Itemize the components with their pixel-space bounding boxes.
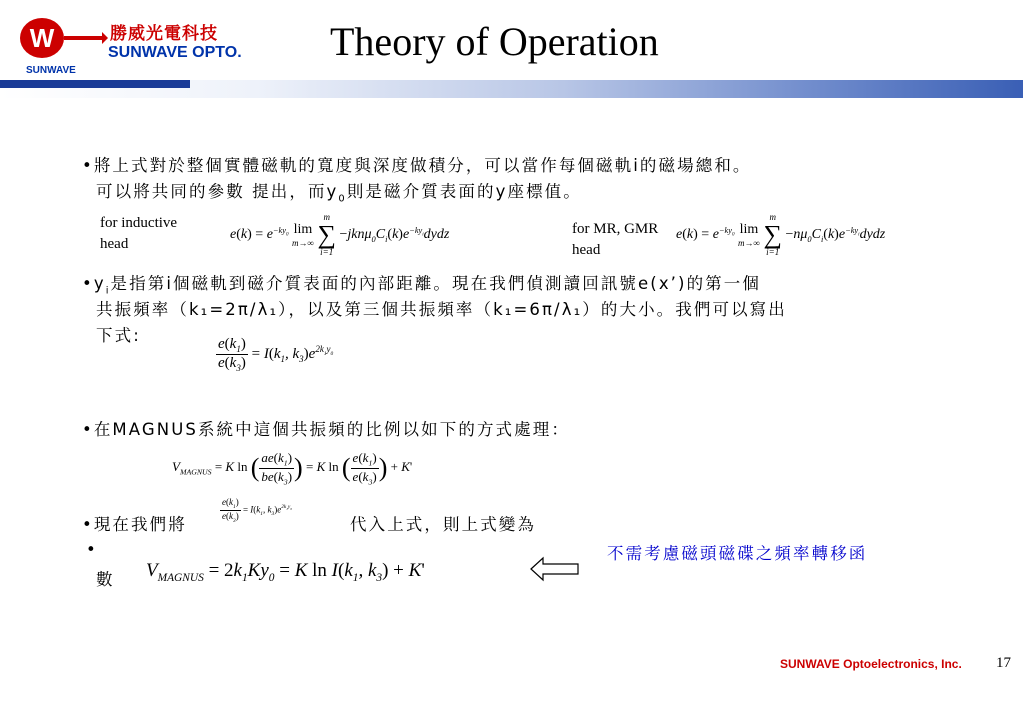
equation-inductive: $e(k) = e^{-ky_0}$ lim m→∞ m ∑ i=1 $-jkn\mu_0C_i(k)e^{-ky_i}dydz$ (230, 212, 450, 257)
equation-ratio: $\frac{e(k_1)}{e(k_3)}$ = $I(k_1$, $k_3)e^{2k_1y_0}$ (218, 336, 334, 373)
bullet-4-start: •現在我們將 (82, 515, 187, 534)
equation-mr: $e(k) = e^{-ky_0}$ lim m→∞ m ∑ i=1 $-n\mu_0C_i(k)e^{-ky_i}dydz$ (676, 212, 886, 257)
bullet-5-marker: • (86, 540, 98, 559)
logo-chinese-name: 勝威光電科技 (110, 24, 218, 44)
bullet-1-line-2: 可以將共同的參數 提出，而$y_0$則是磁介質表面的y座標值。 (96, 182, 582, 205)
equation-magnus: $V_{MAGNUS} = K$ ln ( $\frac{ae(k_1)}{be(k_3)}$ ) = K ln ( $\frac{e(k_1)}{e(k_3)}$ ) + K' (172, 450, 413, 487)
label-inductive-head: for inductive head (100, 215, 178, 252)
logo-english-name: SUNWAVE OPTO. (108, 44, 242, 61)
footer-company: SUNWAVE Optoelectronics, Inc. (780, 657, 962, 671)
logo-brand-text: SUNWAVE (26, 65, 76, 76)
slide-title: Theory of Operation (330, 19, 659, 64)
page-number: 17 (996, 655, 1011, 671)
bullet-2-line-2: 共振頻率（k₁=2π/λ₁），以及第三個共振頻率（k₁=6π/λ₁）的大小。我們可以寫出 (96, 300, 787, 319)
bullet-2-line-1: $•y_i$是指第i個磁軌到磁介質表面的內部距離。現在我們偵測讀回訊號e(x’)的第一個 (82, 274, 761, 297)
equation-final: $V_{MAGNUS} = 2k_1Ky_0 = K$ $\ln I(k_1$, $k_3) + K'$ (146, 560, 425, 584)
bullet-2-line-3: 下式: (96, 326, 141, 345)
bullet-1-line-1: •將上式對於整個實體磁軌的寬度與深度做積分，可以當作每個磁軌i的磁場總和。 (82, 156, 752, 175)
header-accent-bar (0, 80, 190, 88)
svg-text:W: W (29, 23, 55, 53)
label-mr-head: for MR, GMR head (572, 221, 659, 258)
bullet-3: •在MAGNUS系統中這個共振頻的比例以如下的方式處理： (82, 420, 570, 439)
left-arrow-icon (530, 556, 580, 582)
bullet-5-continuation: 數 (96, 570, 115, 589)
equation-inline-ratio: $\frac{e(k_1)}{e(k_3)}$ = $I(k_1$, $k_3)e^{2k_1y_0}$ (222, 497, 292, 524)
bullet-4-end: 代入上式，則上式變為 (350, 515, 536, 534)
note-blue-text: 不需考慮磁頭磁碟之頻率轉移函 (607, 544, 868, 563)
